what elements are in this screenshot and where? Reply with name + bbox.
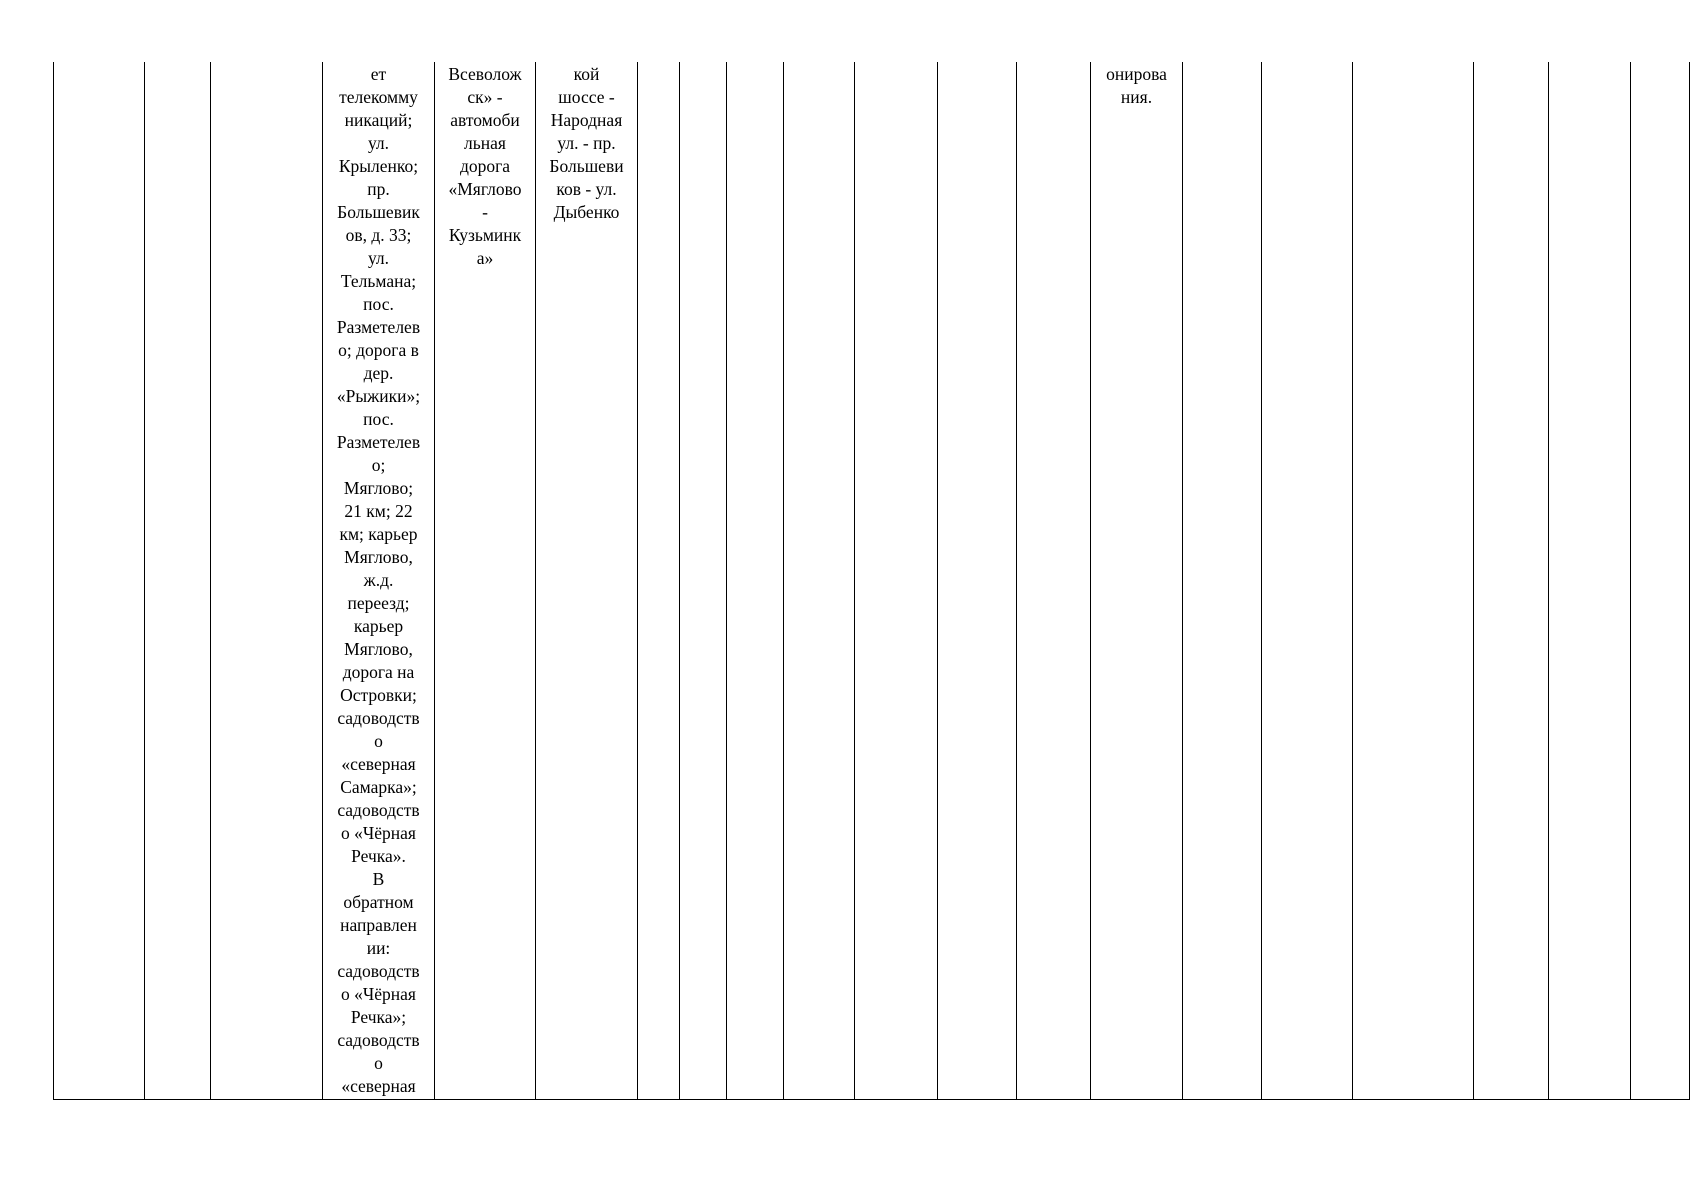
table-row [54, 62, 1690, 1099]
table-cell-12 [938, 62, 1017, 1099]
table-cell-7 [638, 62, 680, 1099]
table-cell-16 [1262, 62, 1353, 1099]
table-cell-11 [855, 62, 938, 1099]
table-cell-20 [1631, 62, 1690, 1099]
table-cell-route-streets: кой шоссе - Народная ул. - пр. Большеви ков - ул. Дыбенко [536, 62, 638, 1099]
table-cell-18 [1474, 62, 1549, 1099]
table-cell-8 [680, 62, 727, 1099]
table-cell-13 [1017, 62, 1091, 1099]
table-cell-1 [54, 62, 145, 1099]
table-cell-operation-note: онирова ния. [1091, 62, 1183, 1099]
table-cell-2 [145, 62, 211, 1099]
table-cell-17 [1353, 62, 1474, 1099]
table-cell-route-start-end: Всеволож ск» - автомоби льная дорога «Мяглово - Кузьминк а» [435, 62, 536, 1099]
table-cell-15 [1183, 62, 1262, 1099]
route-table [53, 62, 1690, 1100]
table-cell-3 [211, 62, 323, 1099]
table-cell-route-stops: ет телекомму никаций; ул. Крыленко; пр. Большевик ов, д. 33; ул. Тельмана; пос. Разметелев о; дорога в дер. «Рыжики»; пос. Разметелев о; Мяглово; 21 км; 22 км; карьер Мяглово, ж.д. переезд; карьер Мяглово, дорога на Островки; садоводств о «северная Самарка»; садоводств о «Чёрная Речка». В обратном направлен ии: садоводств о «Чёрная Речка»; садоводств о «северная [323, 62, 435, 1099]
table-cell-10 [784, 62, 855, 1099]
table-cell-19 [1549, 62, 1631, 1099]
table-cell-9 [727, 62, 784, 1099]
